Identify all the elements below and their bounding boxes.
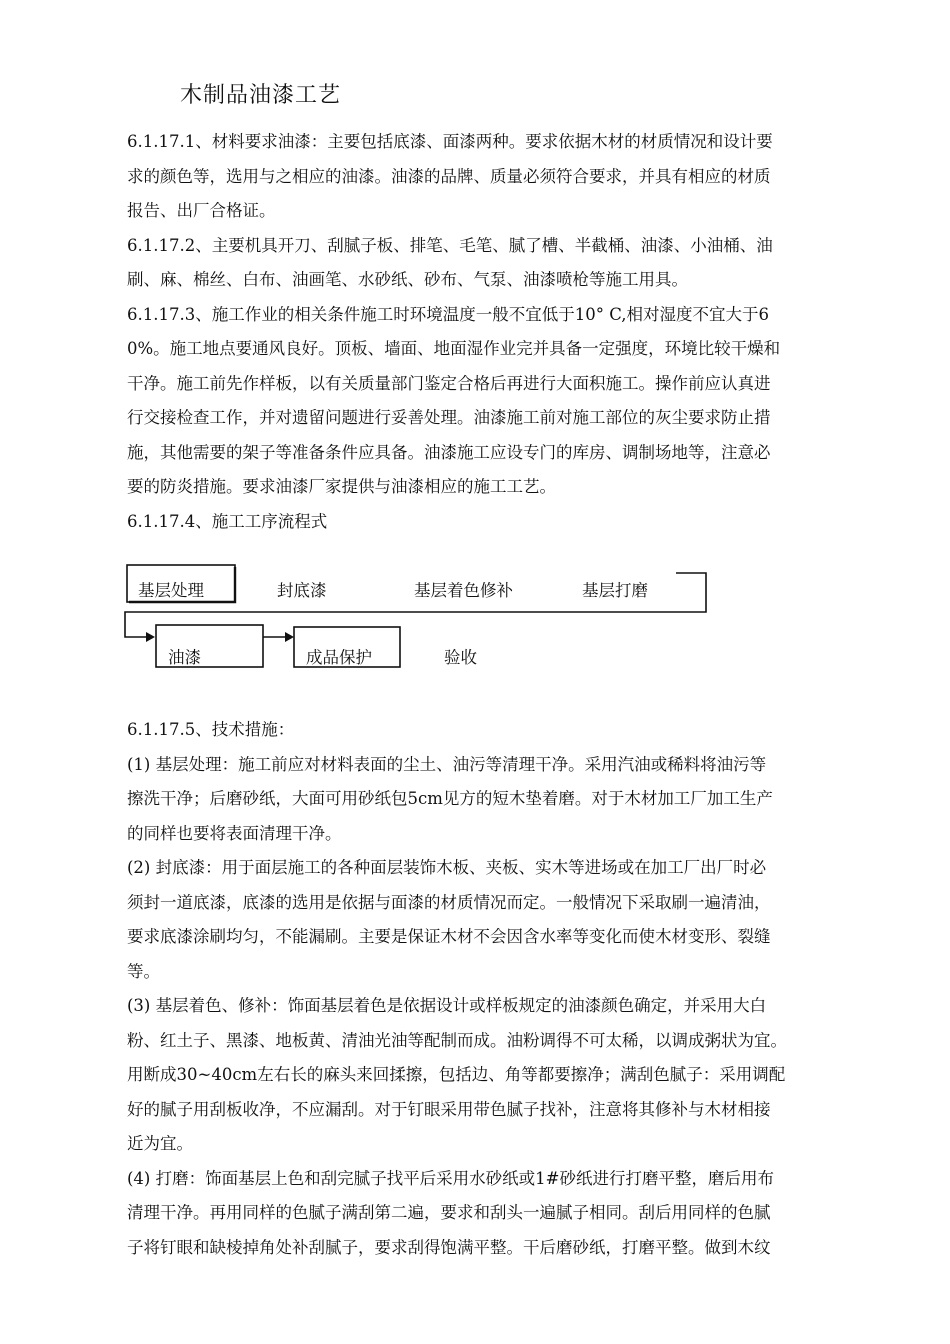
flow-step-base-treatment: 基层处理 (138, 581, 204, 600)
text-line: 6.1.17.1、材料要求油漆：主要包括底漆、面漆两种。要求依据木材的材质情况和设计要 (127, 132, 773, 151)
text-line: 6.1.17.2、主要机具开刀、刮腻子板、排笔、毛笔、腻了槽、半截桶、油漆、小油桶、油 (127, 235, 773, 255)
text-line: 擦洗干净；后磨砂纸，大面可用砂纸包5cm见方的短木垫着磨。对于木材加工厂加工生产 (127, 789, 773, 808)
text-line: 6.1.17.3、施工作业的相关条件施工时环境温度一般不宜低于10° C,相对湿度不宜大于6 (127, 304, 769, 324)
flow-step-protection: 成品保护 (306, 648, 372, 667)
text-line: 求的颜色等，选用与之相应的油漆。油漆的品牌、质量必须符合要求，并具有相应的材质 (127, 166, 771, 186)
text-line: 6.1.17.5、技术措施： (127, 720, 295, 739)
text-line: 行交接检查工作，并对遗留问题进行妥善处理。油漆施工前对施工部位的灰尘要求防止措 (127, 408, 771, 427)
flow-step-paint: 油漆 (168, 648, 201, 667)
text-line: 粉、红土子、黑漆、地板黄、清油光油等配制而成。油粉调得不可太稀，以调成粥状为宜。 (127, 1030, 787, 1050)
flow-step-acceptance: 验收 (444, 648, 477, 667)
text-line: 的同样也要将表面清理干净。 (127, 823, 342, 843)
text-line: 施，其他需要的架子等准备条件应具备。油漆施工应设专门的库房、调制场地等，注意必 (127, 442, 771, 462)
text-line: 干净。施工前先作样板，以有关质量部门鉴定合格后再进行大面积施工。操作前应认真进 (127, 373, 771, 393)
text-line: 刷、麻、棉丝、白布、油画笔、水砂纸、砂布、气泵、油漆喷枪等施工用具。 (127, 270, 688, 289)
section-text-lower (127, 713, 837, 1265)
page-title: 木制品油漆工艺 (180, 83, 342, 108)
text-line: 清理干净。再用同样的色腻子满刮第二遍，要求和刮头一遍腻子相同。刮后用同样的色腻 (127, 1203, 771, 1222)
text-line: 子将钉眼和缺棱掉角处补刮腻子，要求刮得饱满平整。干后磨砂纸，打磨平整。做到木纹 (127, 1237, 771, 1257)
text-line: (3) 基层着色、修补：饰面基层着色是依据设计或样板规定的油漆颜色确定，并采用大白 (127, 996, 767, 1015)
text-line: (4) 打磨：饰面基层上色和刮完腻子找平后采用水砂纸或1#砂纸进行打磨平整，磨后用布 (127, 1168, 774, 1188)
text-line: 用断成30~40cm左右长的麻头来回揉擦，包括边、角等都要擦净；满刮色腻子：采用调配 (127, 1065, 786, 1084)
flow-step-sanding: 基层打磨 (582, 581, 648, 600)
text-line: 0%。施工地点要通风良好。顶板、墙面、地面湿作业完并具备一定强度，环境比较干燥和 (127, 339, 781, 358)
text-line: 等。 (127, 961, 160, 981)
text-line: 6.1.17.4、施工工序流程式 (127, 511, 328, 531)
text-line: 报告、出厂合格证。 (127, 201, 276, 220)
flow-step-primer: 封底漆 (277, 581, 327, 600)
text-line: (2) 封底漆：用于面层施工的各种面层装饰木板、夹板、实木等进场或在加工厂出厂时必 (127, 858, 767, 877)
flow-step-coloring: 基层着色修补 (414, 581, 513, 600)
arrowhead (146, 632, 155, 642)
arrowhead (285, 632, 294, 642)
text-line: 须封一道底漆，底漆的选用是依据与面漆的材质情况而定。一般情况下采取刷一遍清油， (127, 892, 771, 912)
text-line: 要求底漆涂刷均匀，不能漏刷。主要是保证木材不会因含水率等变化而使木材变形、裂缝 (127, 927, 771, 946)
text-line: 好的腻子用刮板收净，不应漏刮。对于钉眼采用带色腻子找补，注意将其修补与木材相接 (127, 1099, 771, 1119)
text-line: (1) 基层处理：施工前应对材料表面的尘土、油污等清理干净。采用汽油或稀料将油污等 (127, 754, 767, 774)
text-line: 近为宜。 (127, 1134, 193, 1153)
text-line: 要的防炎措施。要求油漆厂家提供与油漆相应的施工工艺。 (127, 477, 556, 496)
